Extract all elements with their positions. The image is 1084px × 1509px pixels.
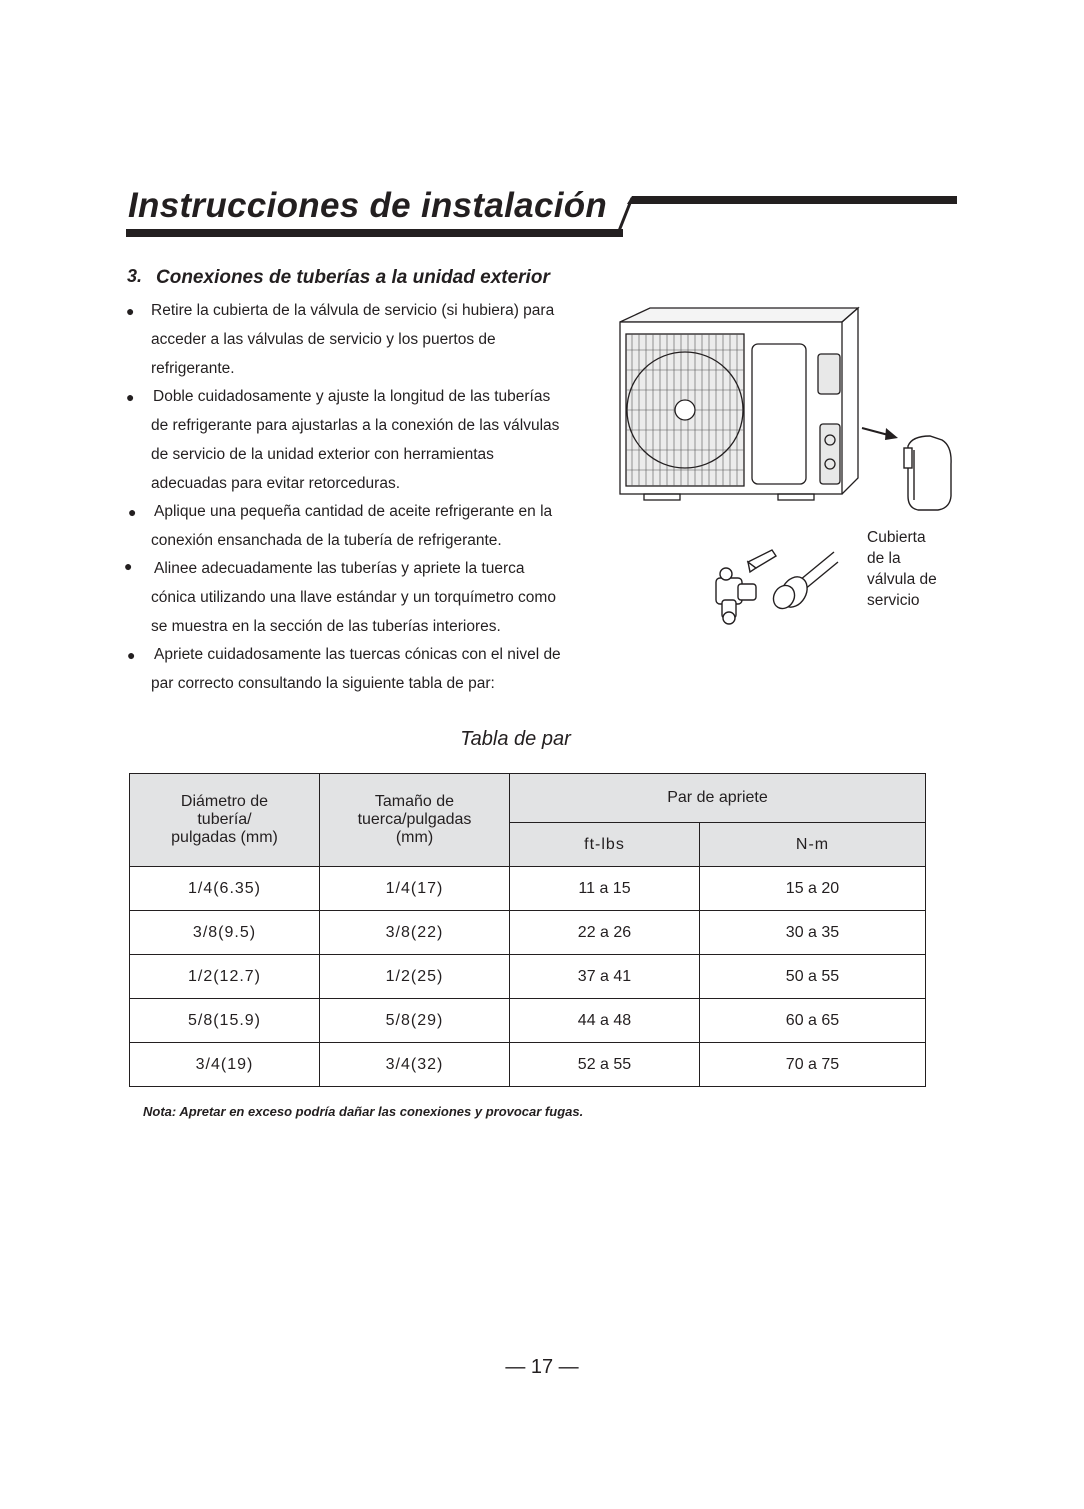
warning-note: Nota: Apretar en exceso podría dañar las conexiones y provocar fugas. (143, 1104, 584, 1119)
header-line: Tamaño de (374, 793, 455, 810)
cell-nut-size: 3/8(22) (320, 911, 510, 955)
bullet-text: se muestra en la sección de las tuberías interiores. (151, 618, 501, 635)
page-number: — 17 — (505, 1356, 579, 1378)
header-rule (0, 0, 1084, 300)
cell-nm: 60 a 65 (700, 999, 926, 1043)
header-line: (mm) (395, 829, 434, 846)
header-ftlbs: ft-lbs (510, 823, 700, 867)
header-nut-size (320, 774, 510, 867)
cell-nm: 70 a 75 (700, 1043, 926, 1087)
valve-icon (716, 550, 838, 624)
section-number: 3. (127, 266, 143, 286)
page-title: Instrucciones de instalación (128, 186, 608, 225)
cell-nm: 15 a 20 (700, 867, 926, 911)
outdoor-unit-icon (620, 308, 858, 500)
bullet-dot: ● (126, 303, 135, 319)
section-title: Conexiones de tuberías a la unidad exterior (156, 267, 550, 288)
cell-ftlbs: 52 a 55 (510, 1043, 700, 1087)
cell-nut-size: 1/2(25) (320, 955, 510, 999)
bullet-text: Aplique una pequeña cantidad de aceite refrigerante en la (154, 503, 553, 520)
cell-pipe-diameter: 3/8(9.5) (130, 911, 320, 955)
table-row (130, 1043, 926, 1087)
bullet-text: acceder a las válvulas de servicio y los puertos de (151, 331, 496, 348)
bullet-text: Retire la cubierta de la válvula de servicio (si hubiera) para (151, 302, 555, 319)
cell-pipe-diameter: 3/4(19) (130, 1043, 320, 1087)
table-row (130, 867, 926, 911)
bullet-dot: ● (124, 558, 133, 574)
cell-nut-size: 5/8(29) (320, 999, 510, 1043)
header-line: Diámetro de (180, 793, 269, 810)
cell-pipe-diameter: 1/4(6.35) (130, 867, 320, 911)
header-line: tubería/ (197, 811, 252, 828)
bullet-text: cónica utilizando una llave estándar y un torquímetro como (151, 589, 556, 606)
bullet-text: par correcto consultando la siguiente tabla de par: (151, 675, 495, 692)
bullet-text: adecuadas para evitar retorceduras. (151, 475, 401, 492)
bullet-dot: ● (126, 389, 135, 405)
cell-nut-size: 3/4(32) (320, 1043, 510, 1087)
bullet-text: de servicio de la unidad exterior con herramientas (151, 446, 494, 463)
table-row (130, 955, 926, 999)
caption-line: Cubierta (867, 529, 926, 546)
header-line: tuerca/pulgadas (357, 811, 472, 828)
header-torque: Par de apriete (510, 774, 926, 823)
table-row (130, 999, 926, 1043)
cell-nut-size: 1/4(17) (320, 867, 510, 911)
bullet-text: Doble cuidadosamente y ajuste la longitud de las tuberías (153, 388, 551, 405)
bullet-text: conexión ensanchada de la tubería de refrigerante. (151, 532, 502, 549)
header-pipe-diameter (130, 774, 320, 867)
table-row (130, 911, 926, 955)
caption-line: servicio (867, 592, 920, 609)
cell-ftlbs: 44 a 48 (510, 999, 700, 1043)
bullet-text: refrigerante. (151, 360, 235, 377)
bullet-dot: ● (128, 504, 137, 520)
bullet-text: de refrigerante para ajustarlas a la conexión de las válvulas (151, 417, 560, 434)
cell-nm: 50 a 55 (700, 955, 926, 999)
cell-ftlbs: 11 a 15 (510, 867, 700, 911)
valve-cover-caption (867, 527, 937, 611)
table-title: Tabla de par (460, 728, 571, 750)
bullet-text: Apriete cuidadosamente las tuercas cónicas con el nivel de (154, 646, 561, 663)
bullet-text: Alinee adecuadamente las tuberías y apriete la tuerca (154, 560, 525, 577)
valve-cover-icon (904, 436, 951, 510)
cell-pipe-diameter: 5/8(15.9) (130, 999, 320, 1043)
header-line: pulgadas (mm) (171, 829, 278, 846)
caption-line: de la (867, 550, 901, 567)
arrow-icon (862, 428, 898, 440)
cell-nm: 30 a 35 (700, 911, 926, 955)
header-nm: N-m (700, 823, 926, 867)
bullet-dot: ● (127, 647, 136, 663)
caption-line: válvula de (867, 571, 937, 588)
torque-table (129, 773, 926, 1087)
cell-pipe-diameter: 1/2(12.7) (130, 955, 320, 999)
cell-ftlbs: 37 a 41 (510, 955, 700, 999)
cell-ftlbs: 22 a 26 (510, 911, 700, 955)
